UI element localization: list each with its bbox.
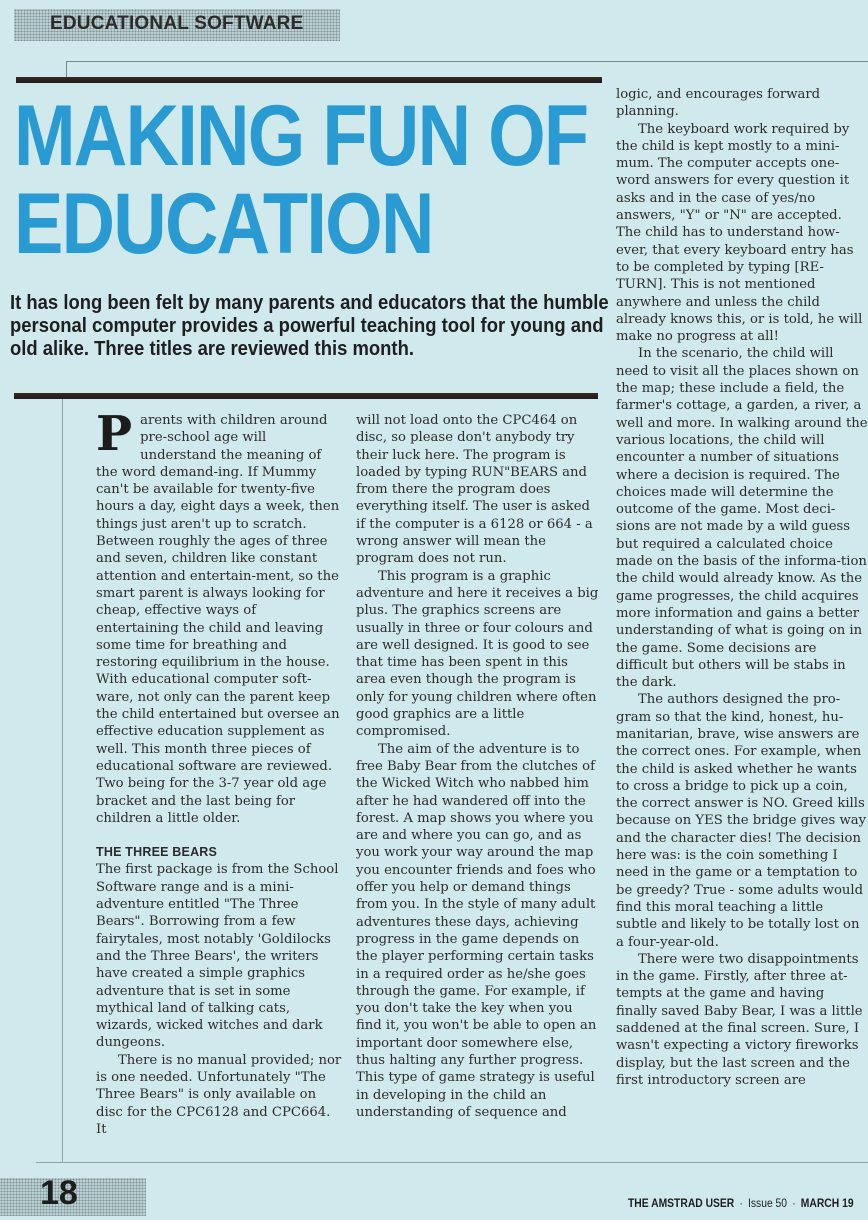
- paragraph: This program is a graphic adventure and here it receives a big plus. The graphics screens are usually in three or four colours and are well designed. It is good to see that time has been spent in this area even though the program is only for young children where often good graphics are a little compromised.: [356, 568, 599, 740]
- running-footer: [628, 1196, 854, 1210]
- headline-rule-top: [16, 77, 602, 83]
- section-banner-label: EDUCATIONAL SOFTWARE: [50, 13, 304, 34]
- section-banner: [14, 9, 340, 41]
- drop-cap: P: [96, 406, 133, 462]
- footer-rule: [36, 1162, 868, 1163]
- headline-line-1: MAKING FUN OF: [14, 88, 588, 184]
- headline-rule-bottom: [14, 393, 598, 399]
- footer-separator: ·: [739, 1196, 743, 1210]
- footer-separator: ·: [792, 1196, 796, 1210]
- paragraph: The authors designed the pro-gram so that the kind, honest, hu-manitarian, brave, wise answers are the correct ones. For example, when the child is asked whether he wants to cross a bridge to pick up a coin, the correct answer is NO. Greed kills because on YES the bridge gives way and the character dies! The decision here was: is the coin something I need in the game or a temptation to be greedy? True - some adults would find this moral teaching a little subtle and likely to be totally lost on a four-year-old.: [616, 692, 867, 950]
- paragraph: There were two disappointments in the game. Firstly, after three at-tempts at the game and having finally saved Baby Bear, I was a little saddened at the final screen. Sure, I wasn't expecting a victory fireworks display, but the last screen and the first introductory screen are: [616, 951, 863, 1088]
- paragraph: logic, and encourages forward planning.: [616, 87, 821, 120]
- paragraph: In the scenario, the child will need to visit all the places shown on the map; these include a field, the farmer's cottage, a garden, a river, a well and more. In walking around the various locations, the child will encounter a number of situations where a decision is required. The choices made will determine the outcome of the game. Most deci-sions are not made by a wild guess but required a calculated choice made on the basis of the informa-tion the child would already know. As the game progresses, the child acquires more information and gains a better understanding of what is going on in the game. Some decisions are difficult but others will be stabs in the dark.: [616, 346, 868, 691]
- headline-line-2: EDUCATION: [14, 176, 433, 272]
- paragraph: There is no manual provided; nor is one needed. Unfortunately "The Three Bears" is only available on disc for the CPC6128 and CPC664. It: [96, 1052, 342, 1137]
- intro-text: arents with children around pre-school age will understand the meaning of the word demand-ing. If Mummy can't be available for twenty-five hours a day, eight days a week, then things just aren't up to scratch. Between roughly the ages of three and seven, children like constant attention and entertain-ment, so the smart parent is always looking for cheap, effective ways of entertaining the child and leaving some time for breathing and restoring equilibrium in the house. With educational computer soft-ware, not only can the parent keep the child entertained but oversee an effective education supplement as well. This month three pieces of educational software are reviewed. Two being for the 3-7 year old age bracket and the last being for children a little older.: [96, 413, 340, 826]
- standfirst: It has long been felt by many parents and educators that the humble personal computer provides a powerful teaching tool for young and old alike. Three titles are reviewed this month.: [10, 291, 609, 360]
- frame-line-left: [66, 61, 67, 77]
- page-number: 18: [40, 1174, 78, 1212]
- paragraph: The first package is from the School Software range and is a mini-adventure entitled "The Three Bears". Borrowing from a few fairytales, most notably 'Goldilocks and the Three Bears', the writers have created a simple graphics adventure that is set in some mythical land of talking cats, wizards, wicked witches and dark dungeons.: [96, 862, 339, 1051]
- frame-line-top: [66, 61, 868, 62]
- paragraph: will not load onto the CPC464 on disc, so please don't anybody try their luck here. The program is loaded by typing RUN"BEARS and from there the program does everything itself. The user is asked if the computer is a 6128 or 664 - a wrong answer will mean the program does not run.: [356, 413, 593, 567]
- paragraph: The keyboard work required by the child is kept mostly to a mini-mum. The computer accepts one-word answers for every question it asks and in the case of yes/no answers, "Y" or "N" are accepted. The child has to understand how-ever, that every keyboard entry has to be completed by typing [RE-TURN]. This is not mentioned anywhere and unless the child already knows this, or is told, he will make no progress at all!: [616, 121, 863, 345]
- issue-number: Issue 50: [748, 1196, 788, 1210]
- paragraph: The aim of the adventure is to free Baby Bear from the clutches of the Wicked Witch who nabbed him after he had wandered off into the forest. A map shows you where you are and where you can go, and as you work your way around the map you encounter friends and foes who offer you help or demand things from you. In the style of many adult adventures these days, achieving progress in the game depends on the player performing certain tasks in a required order as he/she goes through the game. For example, if you don't take the key when you find it, you won't be able to open an important door somewhere else, thus halting any further progress. This type of game strategy is useful in developing in the child an understanding of sequence and: [356, 741, 597, 1120]
- magazine-name: THE AMSTRAD USER: [628, 1196, 735, 1210]
- subheading-three-bears: THE THREE BEARS: [96, 845, 218, 860]
- column-divider: [62, 399, 63, 1163]
- headline: [14, 88, 588, 272]
- issue-date: MARCH 19: [800, 1196, 854, 1210]
- body-column-1: [96, 406, 342, 1138]
- intro-paragraph: [96, 406, 342, 827]
- body-column-2: [356, 412, 600, 1121]
- body-column-3: [616, 86, 868, 1089]
